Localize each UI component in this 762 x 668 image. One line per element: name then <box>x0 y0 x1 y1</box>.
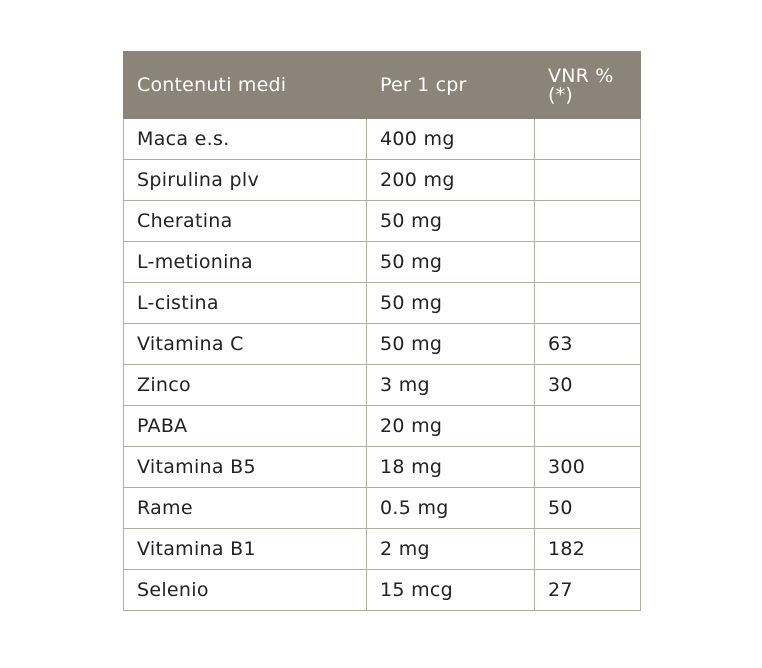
cell-vnr: 300 <box>535 447 641 488</box>
cell-nutrient: Vitamina B1 <box>124 529 367 570</box>
cell-vnr <box>535 406 641 447</box>
cell-amount: 50 mg <box>367 283 535 324</box>
cell-vnr: 63 <box>535 324 641 365</box>
cell-nutrient: Vitamina B5 <box>124 447 367 488</box>
cell-vnr <box>535 283 641 324</box>
table-row <box>124 488 641 529</box>
table-row <box>124 160 641 201</box>
header-per-1-cpr: Per 1 cpr <box>367 52 535 119</box>
cell-nutrient: L-cistina <box>124 283 367 324</box>
header-row <box>124 52 641 119</box>
cell-vnr: 27 <box>535 570 641 611</box>
cell-vnr <box>535 119 641 160</box>
table-row <box>124 406 641 447</box>
cell-nutrient: Zinco <box>124 365 367 406</box>
table-row <box>124 570 641 611</box>
table-row <box>124 119 641 160</box>
cell-nutrient: Vitamina C <box>124 324 367 365</box>
cell-amount: 400 mg <box>367 119 535 160</box>
cell-vnr: 50 <box>535 488 641 529</box>
cell-amount: 20 mg <box>367 406 535 447</box>
cell-vnr: 30 <box>535 365 641 406</box>
cell-nutrient: PABA <box>124 406 367 447</box>
cell-nutrient: Rame <box>124 488 367 529</box>
cell-amount: 50 mg <box>367 201 535 242</box>
cell-amount: 200 mg <box>367 160 535 201</box>
cell-amount: 2 mg <box>367 529 535 570</box>
cell-amount: 50 mg <box>367 324 535 365</box>
cell-nutrient: Cheratina <box>124 201 367 242</box>
cell-amount: 0.5 mg <box>367 488 535 529</box>
cell-vnr <box>535 201 641 242</box>
cell-nutrient: Selenio <box>124 570 367 611</box>
cell-nutrient: L-metionina <box>124 242 367 283</box>
nutrition-table <box>123 51 641 611</box>
table-row <box>124 324 641 365</box>
header-contenuti-medi: Contenuti medi <box>124 52 367 119</box>
cell-amount: 15 mcg <box>367 570 535 611</box>
table-row <box>124 447 641 488</box>
cell-nutrient: Spirulina plv <box>124 160 367 201</box>
header-vnr: VNR % (*) <box>535 52 641 119</box>
cell-vnr: 182 <box>535 529 641 570</box>
table-header <box>124 52 641 119</box>
table-row <box>124 242 641 283</box>
nutrition-table-container <box>123 51 640 611</box>
cell-amount: 18 mg <box>367 447 535 488</box>
table-row <box>124 365 641 406</box>
cell-amount: 50 mg <box>367 242 535 283</box>
cell-amount: 3 mg <box>367 365 535 406</box>
table-row <box>124 529 641 570</box>
table-body <box>124 119 641 611</box>
cell-vnr <box>535 242 641 283</box>
cell-nutrient: Maca e.s. <box>124 119 367 160</box>
table-row <box>124 283 641 324</box>
cell-vnr <box>535 160 641 201</box>
table-row <box>124 201 641 242</box>
